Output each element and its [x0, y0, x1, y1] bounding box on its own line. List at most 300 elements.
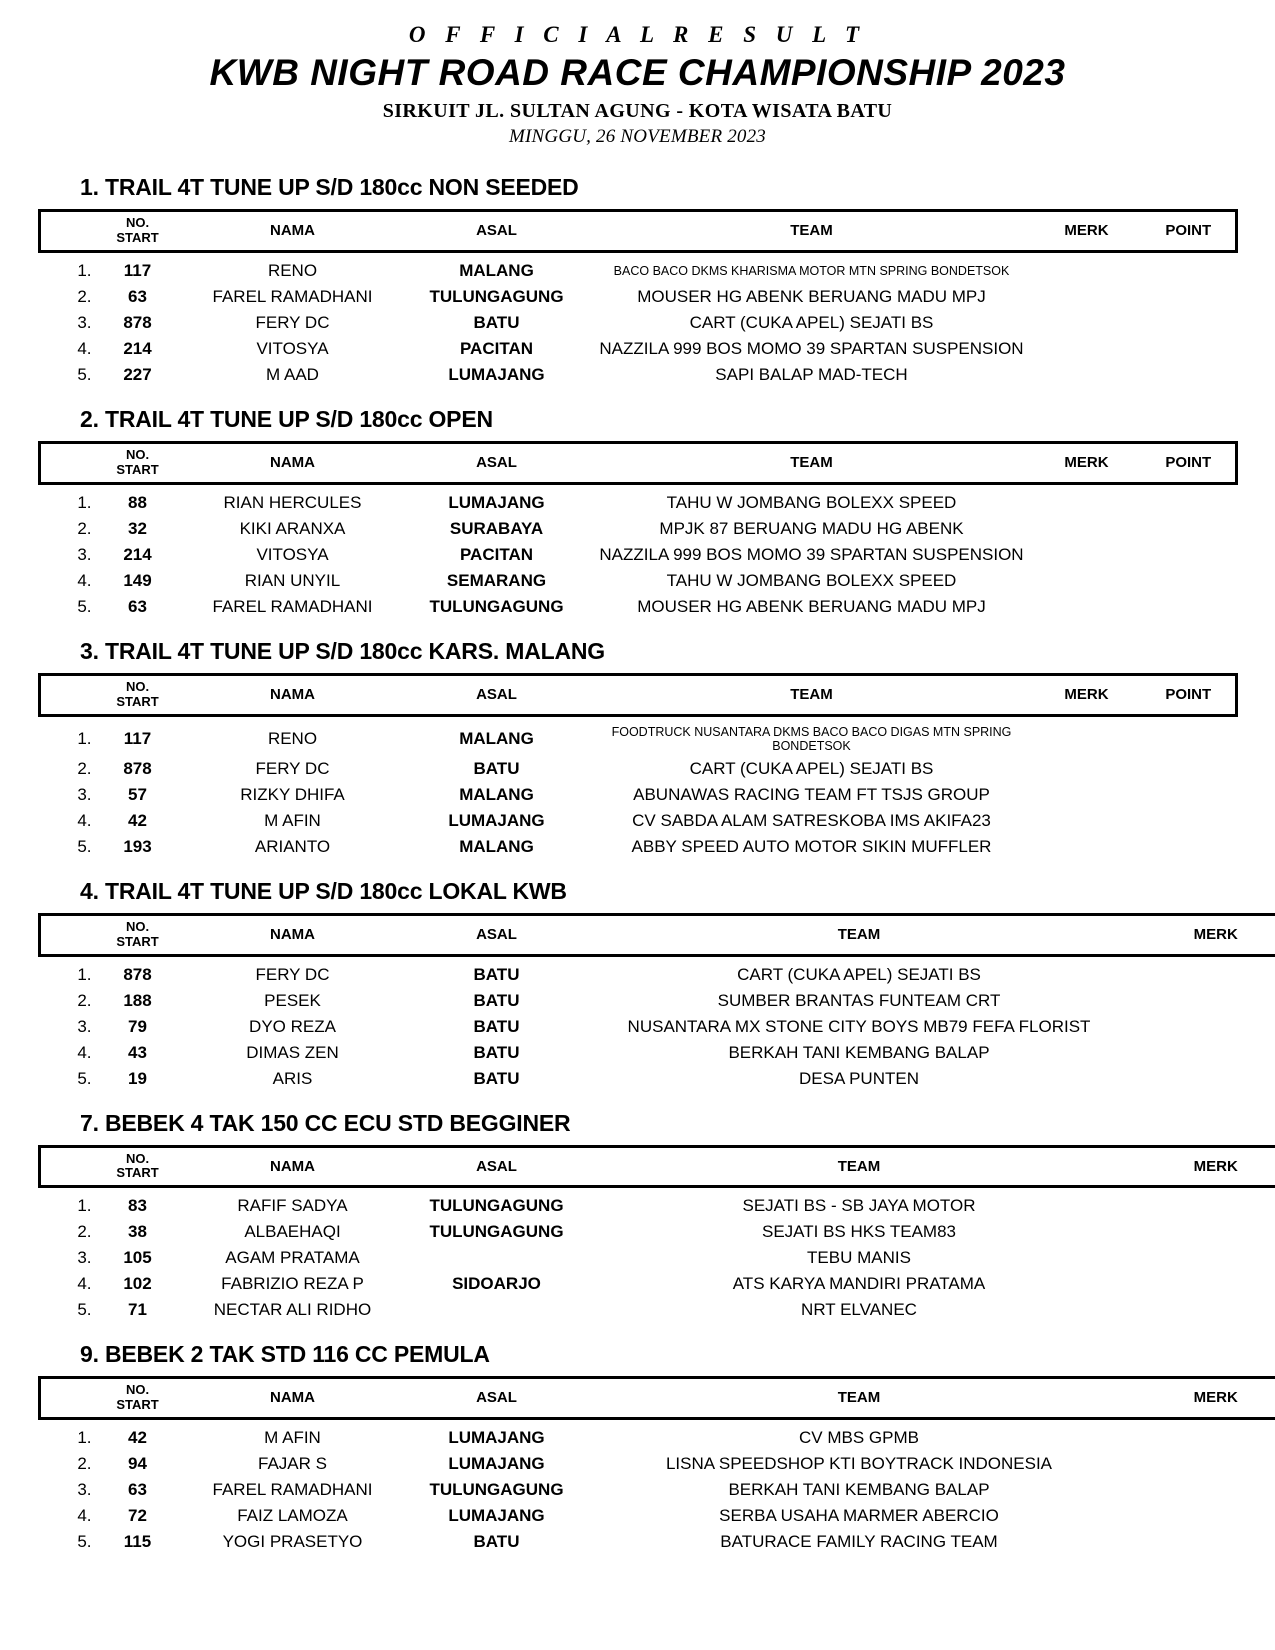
row-start-number: 57: [128, 784, 147, 804]
column-header-team: TEAM: [592, 914, 1127, 955]
row-team: TAHU W JOMBANG BOLEXX SPEED: [666, 570, 957, 590]
row-team: MOUSER HG ABENK BERUANG MADU MPJ: [637, 286, 986, 306]
class-title: 7. BEBEK 4 TAK 150 CC ECU STD BEGGINER: [80, 1109, 571, 1136]
row-rank: 1.: [77, 260, 92, 280]
column-header-nama: NAMA: [184, 1146, 402, 1187]
class-section: [38, 638, 1237, 860]
table-row: [40, 1477, 1275, 1503]
table-row: [40, 1245, 1275, 1271]
result-table: [38, 441, 1238, 620]
table-row: [40, 756, 1237, 782]
class-section: [38, 1110, 1237, 1324]
table-row: [40, 310, 1237, 336]
column-header-start: START: [116, 693, 159, 709]
column-header-merk: MERK: [1127, 1378, 1275, 1419]
column-header-rank: [40, 442, 92, 483]
row-start-number: 214: [123, 544, 152, 564]
row-team: TAHU W JOMBANG BOLEXX SPEED: [666, 492, 957, 512]
row-team: CV MBS GPMB: [799, 1428, 919, 1448]
table-row: [40, 1040, 1275, 1066]
row-start-number: 79: [128, 1016, 147, 1036]
row-origin: BATU: [473, 964, 520, 984]
class-title: 4. TRAIL 4T TUNE UP S/D 180cc LOKAL KWB: [80, 877, 567, 904]
row-rank: 3.: [77, 784, 92, 804]
row-rider-name: DIMAS ZEN: [246, 1042, 339, 1062]
row-point: [1142, 251, 1237, 284]
table-row: [40, 782, 1237, 808]
result-table: [38, 673, 1238, 860]
row-merk: [1127, 1297, 1275, 1323]
row-team: NRT ELVANEC: [801, 1300, 917, 1320]
table-row: [40, 1187, 1275, 1220]
row-origin: BATU: [473, 1016, 520, 1036]
column-header-point: POINT: [1142, 211, 1237, 252]
table-row: [40, 1014, 1275, 1040]
row-merk: [1032, 834, 1142, 860]
column-header-no-start: [92, 1378, 184, 1419]
class-title: 3. TRAIL 4T TUNE UP S/D 180cc KARS. MALANG: [80, 637, 605, 664]
row-merk: [1127, 1503, 1275, 1529]
row-point: [1142, 568, 1237, 594]
result-table: [38, 209, 1238, 388]
row-start-number: 193: [123, 836, 152, 856]
row-rank: 2.: [77, 518, 92, 538]
row-rank: 3.: [77, 1016, 92, 1036]
class-title: 1. TRAIL 4T TUNE UP S/D 180cc NON SEEDED: [80, 174, 579, 200]
column-header-asal: ASAL: [402, 1146, 592, 1187]
row-start-number: 72: [128, 1506, 147, 1526]
row-start-number: 227: [123, 364, 152, 384]
table-header-row: [40, 674, 1237, 715]
table-row: [40, 1503, 1275, 1529]
row-rider-name: VITOSYA: [256, 544, 329, 564]
row-merk: [1032, 362, 1142, 388]
table-row: [40, 1451, 1275, 1477]
column-header-no: NO.: [125, 1382, 150, 1398]
table-row: [40, 808, 1237, 834]
row-rider-name: FABRIZIO REZA P: [221, 1274, 364, 1294]
row-origin: [402, 1245, 592, 1271]
row-start-number: 43: [128, 1042, 147, 1062]
row-rank: 5.: [77, 364, 92, 384]
column-header-start: START: [116, 461, 159, 477]
row-merk: [1032, 251, 1142, 284]
row-origin: TULUNGAGUNG: [429, 286, 564, 306]
row-rank: 5.: [77, 1068, 92, 1088]
row-merk: [1032, 568, 1142, 594]
row-rider-name: M AFIN: [264, 810, 321, 830]
row-origin: LUMAJANG: [448, 364, 545, 384]
row-team: TEBU MANIS: [807, 1248, 911, 1268]
row-start-number: 878: [123, 312, 152, 332]
row-start-number: 38: [128, 1222, 147, 1242]
column-header-team: TEAM: [592, 211, 1032, 252]
row-origin: LUMAJANG: [448, 1454, 545, 1474]
row-origin: LUMAJANG: [448, 810, 545, 830]
row-origin: LUMAJANG: [448, 1506, 545, 1526]
row-origin: BATU: [473, 1532, 520, 1552]
row-origin: SIDOARJO: [452, 1274, 541, 1294]
row-rank: 3.: [77, 1480, 92, 1500]
row-rider-name: RENO: [267, 728, 318, 748]
row-rank: 2.: [77, 1222, 92, 1242]
row-origin: [402, 1297, 592, 1323]
row-origin: MALANG: [459, 260, 534, 280]
column-header-start: START: [116, 229, 159, 245]
row-team: BERKAH TANI KEMBANG BALAP: [728, 1042, 990, 1062]
table-row: [40, 715, 1237, 756]
table-row: [40, 516, 1237, 542]
column-header-rank: [40, 1378, 92, 1419]
row-rider-name: FERY DC: [255, 312, 330, 332]
official-result-label: O F F I C I A L R E S U L T: [408, 22, 867, 47]
row-rank: 2.: [77, 286, 92, 306]
row-rank: 5.: [77, 836, 92, 856]
column-header-rank: [40, 674, 92, 715]
row-team: CART (CUKA APEL) SEJATI BS: [689, 312, 934, 332]
row-point: [1142, 362, 1237, 388]
column-header-rank: [40, 211, 92, 252]
column-header-no: NO.: [125, 678, 150, 694]
table-row: [40, 568, 1237, 594]
table-row: [40, 284, 1237, 310]
row-merk: [1127, 988, 1275, 1014]
row-team: MOUSER HG ABENK BERUANG MADU MPJ: [637, 596, 986, 616]
row-start-number: 149: [123, 570, 152, 590]
column-header-team: TEAM: [592, 442, 1032, 483]
row-start-number: 188: [123, 990, 152, 1010]
row-start-number: 117: [123, 260, 152, 280]
row-origin: BATU: [473, 758, 520, 778]
column-header-nama: NAMA: [184, 1378, 402, 1419]
table-row: [40, 988, 1275, 1014]
row-merk: [1127, 1219, 1275, 1245]
event-title: KWB NIGHT ROAD RACE CHAMPIONSHIP 2023: [209, 52, 1066, 93]
row-rider-name: AGAM PRATAMA: [225, 1248, 360, 1268]
row-team: NAZZILA 999 BOS MOMO 39 SPARTAN SUSPENSION: [599, 544, 1024, 564]
row-merk: [1032, 808, 1142, 834]
row-merk: [1127, 1529, 1275, 1555]
class-title: 9. BEBEK 2 TAK STD 116 CC PEMULA: [80, 1341, 490, 1368]
row-team: DESA PUNTEN: [799, 1068, 919, 1088]
column-header-asal: ASAL: [402, 1378, 592, 1419]
row-start-number: 94: [128, 1454, 147, 1474]
column-header-asal: ASAL: [402, 211, 592, 252]
row-rank: 3.: [77, 544, 92, 564]
row-origin: BATU: [473, 990, 520, 1010]
class-section: [38, 174, 1237, 388]
row-point: [1142, 542, 1237, 568]
column-header-asal: ASAL: [402, 442, 592, 483]
row-start-number: 19: [128, 1068, 147, 1088]
table-row: [40, 1219, 1275, 1245]
row-rank: 5.: [77, 1300, 92, 1320]
row-origin: BATU: [473, 312, 520, 332]
row-rank: 3.: [77, 312, 92, 332]
column-header-merk: MERK: [1127, 914, 1275, 955]
row-merk: [1127, 1066, 1275, 1092]
column-header-team: TEAM: [592, 674, 1032, 715]
row-merk: [1032, 336, 1142, 362]
row-start-number: 214: [123, 338, 152, 358]
class-title: 2. TRAIL 4T TUNE UP S/D 180cc OPEN: [80, 405, 493, 432]
row-start-number: 63: [128, 1480, 147, 1500]
row-origin: PACITAN: [459, 338, 534, 358]
row-team: SAPI BALAP MAD-TECH: [715, 364, 908, 384]
row-merk: [1127, 955, 1275, 988]
row-rank: 4.: [77, 1042, 92, 1062]
table-header-row: [40, 211, 1237, 252]
row-rider-name: FAREL RAMADHANI: [212, 1480, 373, 1500]
row-origin: BATU: [473, 1068, 520, 1088]
column-header-nama: NAMA: [184, 674, 402, 715]
row-rider-name: RIAN HERCULES: [223, 492, 362, 512]
row-origin: BATU: [473, 1042, 520, 1062]
row-rider-name: FERY DC: [255, 964, 330, 984]
row-team: BATURACE FAMILY RACING TEAM: [720, 1532, 998, 1552]
row-merk: [1032, 756, 1142, 782]
row-rank: 2.: [77, 1454, 92, 1474]
row-rider-name: M AFIN: [264, 1428, 321, 1448]
row-start-number: 42: [128, 1428, 147, 1448]
row-rank: 4.: [77, 810, 92, 830]
row-point: [1142, 483, 1237, 516]
table-row: [40, 955, 1275, 988]
row-rider-name: FAREL RAMADHANI: [212, 596, 373, 616]
column-header-nama: NAMA: [184, 914, 402, 955]
table-header-row: [40, 1378, 1275, 1419]
row-merk: [1032, 516, 1142, 542]
row-rider-name: PESEK: [264, 990, 321, 1010]
row-merk: [1032, 594, 1142, 620]
column-header-start: START: [116, 933, 159, 949]
row-start-number: 42: [128, 810, 147, 830]
column-header-no: NO.: [125, 446, 150, 462]
row-rank: 1.: [77, 1196, 92, 1216]
row-merk: [1032, 542, 1142, 568]
row-team: MPJK 87 BERUANG MADU HG ABENK: [659, 518, 964, 538]
table-row: [40, 483, 1237, 516]
column-header-rank: [40, 1146, 92, 1187]
column-header-merk: MERK: [1032, 674, 1142, 715]
row-rank: 2.: [77, 758, 92, 778]
row-merk: [1032, 483, 1142, 516]
row-merk: [1127, 1014, 1275, 1040]
row-team: ATS KARYA MANDIRI PRATAMA: [732, 1274, 986, 1294]
row-rider-name: VITOSYA: [256, 338, 329, 358]
row-rider-name: ARIS: [272, 1068, 313, 1088]
row-rider-name: RAFIF SADYA: [237, 1196, 348, 1216]
column-header-no-start: [92, 1146, 184, 1187]
row-start-number: 102: [123, 1274, 152, 1294]
column-header-asal: ASAL: [402, 674, 592, 715]
row-origin: MALANG: [459, 728, 534, 748]
row-merk: [1127, 1451, 1275, 1477]
row-rider-name: ARIANTO: [254, 836, 331, 856]
column-header-point: POINT: [1142, 442, 1237, 483]
result-table: [38, 1145, 1275, 1324]
row-team: CART (CUKA APEL) SEJATI BS: [689, 758, 934, 778]
row-team: NUSANTARA MX STONE CITY BOYS MB79 FEFA FLORIST: [627, 1016, 1091, 1036]
column-header-nama: NAMA: [184, 211, 402, 252]
column-header-no-start: [92, 914, 184, 955]
row-start-number: 63: [128, 596, 147, 616]
row-merk: [1032, 782, 1142, 808]
row-rider-name: NECTAR ALI RIDHO: [213, 1300, 372, 1320]
column-header-merk: MERK: [1032, 442, 1142, 483]
row-merk: [1127, 1271, 1275, 1297]
column-header-start: START: [116, 1397, 159, 1413]
table-row: [40, 834, 1237, 860]
row-merk: [1032, 715, 1142, 756]
row-team: BERKAH TANI KEMBANG BALAP: [728, 1480, 990, 1500]
column-header-no-start: [92, 674, 184, 715]
table-row: [40, 1419, 1275, 1452]
column-header-team: TEAM: [592, 1378, 1127, 1419]
row-rank: 1.: [77, 728, 92, 748]
row-start-number: 117: [123, 728, 152, 748]
document-header: [38, 22, 1237, 148]
row-point: [1142, 594, 1237, 620]
row-point: [1142, 808, 1237, 834]
class-section: [38, 1341, 1237, 1555]
row-team: CART (CUKA APEL) SEJATI BS: [737, 964, 981, 984]
row-rider-name: M AAD: [266, 364, 319, 384]
row-rank: 2.: [77, 990, 92, 1010]
row-team: SERBA USAHA MARMER ABERCIO: [719, 1506, 999, 1526]
row-merk: [1032, 310, 1142, 336]
row-point: [1142, 715, 1237, 756]
column-header-team: TEAM: [592, 1146, 1127, 1187]
row-rank: 5.: [77, 1532, 92, 1552]
row-rank: 1.: [77, 492, 92, 512]
row-origin: LUMAJANG: [448, 492, 545, 512]
row-rider-name: DYO REZA: [249, 1016, 336, 1036]
row-team: ABUNAWAS RACING TEAM FT TSJS GROUP: [633, 784, 990, 804]
column-header-no-start: [92, 442, 184, 483]
row-merk: [1127, 1040, 1275, 1066]
row-merk: [1127, 1477, 1275, 1503]
row-start-number: 115: [123, 1532, 152, 1552]
row-rank: 3.: [77, 1248, 92, 1268]
row-team: FOODTRUCK NUSANTARA DKMS BACO BACO DIGAS MTN SPRING BONDETSOK: [611, 724, 1012, 753]
class-sections: [38, 174, 1237, 1555]
row-point: [1142, 756, 1237, 782]
table-row: [40, 1271, 1275, 1297]
row-rank: 4.: [77, 1274, 92, 1294]
row-team: SEJATI BS - SB JAYA MOTOR: [742, 1196, 976, 1216]
row-start-number: 878: [123, 758, 152, 778]
row-rider-name: FAJAR S: [258, 1454, 327, 1474]
row-start-number: 83: [128, 1196, 147, 1216]
row-point: [1142, 516, 1237, 542]
result-table: [38, 913, 1275, 1092]
column-header-start: START: [116, 1165, 159, 1181]
class-section: [38, 878, 1237, 1092]
row-origin: SURABAYA: [449, 518, 544, 538]
column-header-merk: MERK: [1032, 211, 1142, 252]
row-origin: MALANG: [459, 784, 534, 804]
row-rider-name: FERY DC: [255, 758, 330, 778]
row-rank: 1.: [77, 964, 92, 984]
row-team: BACO BACO DKMS KHARISMA MOTOR MTN SPRING BONDETSOK: [613, 263, 1010, 278]
row-origin: TULUNGAGUNG: [429, 1222, 564, 1242]
table-row: [40, 336, 1237, 362]
result-table: [38, 1376, 1275, 1555]
event-date: MINGGU, 26 NOVEMBER 2023: [508, 126, 767, 147]
row-origin: MALANG: [459, 836, 534, 856]
column-header-no: NO.: [125, 215, 150, 230]
row-rider-name: KIKI ARANXA: [239, 518, 346, 538]
row-start-number: 105: [123, 1248, 152, 1268]
row-team: ABBY SPEED AUTO MOTOR SIKIN MUFFLER: [631, 836, 992, 856]
row-start-number: 878: [123, 964, 152, 984]
row-team: SUMBER BRANTAS FUNTEAM CRT: [717, 990, 1001, 1010]
column-header-point: POINT: [1142, 674, 1237, 715]
row-origin: LUMAJANG: [448, 1428, 545, 1448]
table-row: [40, 1066, 1275, 1092]
table-row: [40, 1297, 1275, 1323]
row-rank: 4.: [77, 570, 92, 590]
row-team: SEJATI BS HKS TEAM83: [762, 1222, 956, 1242]
row-start-number: 32: [128, 518, 147, 538]
column-header-no: NO.: [125, 1150, 150, 1166]
row-rider-name: RENO: [267, 260, 318, 280]
row-rider-name: FAIZ LAMOZA: [237, 1506, 348, 1526]
row-team: NAZZILA 999 BOS MOMO 39 SPARTAN SUSPENSION: [599, 338, 1024, 358]
row-rider-name: ALBAEHAQI: [244, 1222, 341, 1242]
row-rank: 4.: [77, 338, 92, 358]
row-point: [1142, 782, 1237, 808]
row-point: [1142, 834, 1237, 860]
row-point: [1142, 310, 1237, 336]
row-point: [1142, 336, 1237, 362]
row-merk: [1127, 1419, 1275, 1452]
row-merk: [1127, 1245, 1275, 1271]
table-header-row: [40, 914, 1275, 955]
row-start-number: 63: [128, 286, 147, 306]
column-header-nama: NAMA: [184, 442, 402, 483]
event-venue: SIRKUIT JL. SULTAN AGUNG - KOTA WISATA BATU: [382, 100, 893, 122]
row-start-number: 71: [128, 1300, 147, 1320]
row-rider-name: YOGI PRASETYO: [222, 1532, 363, 1552]
row-origin: PACITAN: [459, 544, 534, 564]
table-row: [40, 542, 1237, 568]
table-row: [40, 251, 1237, 284]
table-row: [40, 594, 1237, 620]
row-rank: 4.: [77, 1506, 92, 1526]
row-merk: [1032, 284, 1142, 310]
table-header-row: [40, 442, 1237, 483]
row-origin: SEMARANG: [446, 570, 547, 590]
column-header-merk: MERK: [1127, 1146, 1275, 1187]
row-rider-name: RIAN UNYIL: [244, 570, 341, 590]
row-team: CV SABDA ALAM SATRESKOBA IMS AKIFA23: [632, 810, 991, 830]
row-point: [1142, 284, 1237, 310]
table-header-row: [40, 1146, 1275, 1187]
row-team: LISNA SPEEDSHOP KTI BOYTRACK INDONESIA: [665, 1454, 1053, 1474]
row-origin: TULUNGAGUNG: [429, 1196, 564, 1216]
class-section: [38, 406, 1237, 620]
table-row: [40, 1529, 1275, 1555]
row-origin: TULUNGAGUNG: [429, 1480, 564, 1500]
row-rider-name: FAREL RAMADHANI: [212, 286, 373, 306]
column-header-no-start: [92, 211, 184, 252]
column-header-rank: [40, 914, 92, 955]
row-start-number: 88: [128, 492, 147, 512]
row-merk: [1127, 1187, 1275, 1220]
column-header-no: NO.: [125, 918, 150, 934]
